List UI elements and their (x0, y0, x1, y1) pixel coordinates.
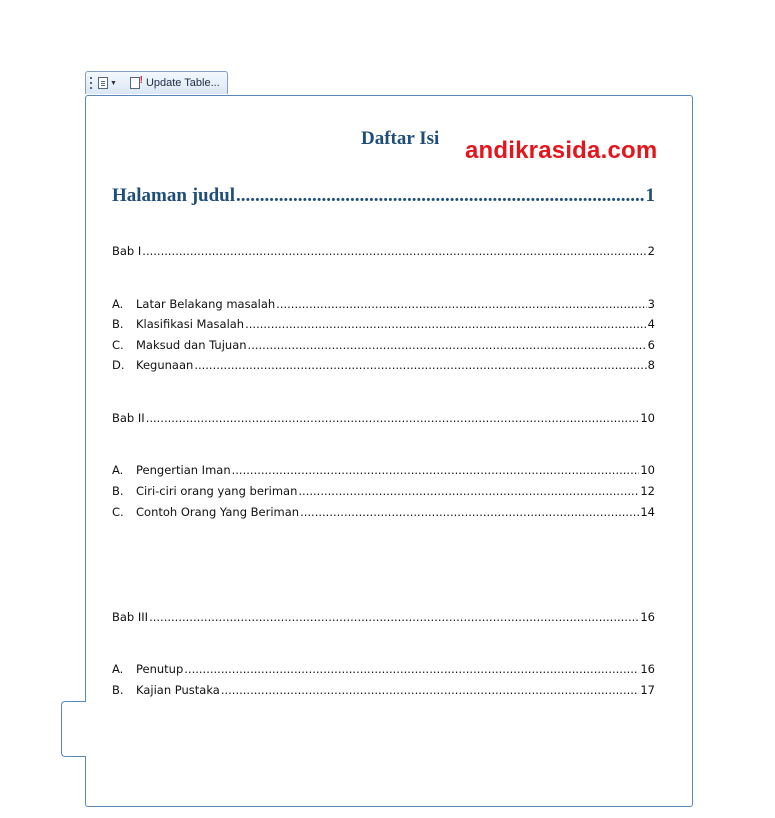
toc-entry-text: Bab I (112, 244, 142, 258)
toc-title: Daftar Isi (361, 128, 440, 149)
toc-entry-text: Klasifikasi Masalah (136, 317, 245, 331)
toc-entry-text: Penutup (136, 662, 184, 676)
toc-entry[interactable] (112, 505, 655, 519)
toc-entry-letter: B. (112, 484, 124, 498)
toc-entry-text: Bab II (112, 411, 145, 425)
chevron-down-icon: ▼ (110, 79, 117, 87)
toc-entry[interactable] (112, 662, 655, 676)
toc-entry-page: 14 (640, 505, 655, 519)
toc-entry-text: Latar Belakang masalah (136, 297, 276, 311)
toc-entry-page: 3 (647, 297, 655, 311)
update-table-button[interactable] (121, 76, 220, 90)
toc-entry-page: 6 (647, 338, 655, 352)
toc-entry-text: Ciri-ciri orang yang beriman (136, 484, 298, 498)
toc-entry-page: 1 (645, 185, 655, 206)
toc-entry[interactable] (112, 358, 655, 372)
watermark-text: andikrasida.com (465, 137, 658, 164)
toc-entry-bab-2[interactable] (112, 411, 655, 425)
toc-entry-page: 2 (647, 244, 655, 258)
table-of-contents-menu-button[interactable] (98, 77, 117, 89)
toc-entry-bab-1[interactable] (112, 244, 655, 258)
toc-entry-page: 10 (640, 463, 655, 477)
toc-entry-text: Pengertian Iman (136, 463, 231, 477)
toc-entry[interactable] (112, 683, 655, 697)
toc-entry-letter: A. (112, 297, 124, 311)
toc-entry-text: Maksud dan Tujuan (136, 338, 247, 352)
toc-entry[interactable] (112, 338, 655, 352)
toc-entry-page: 17 (640, 683, 655, 697)
toc-entry-text: Kajian Pustaka (136, 683, 220, 697)
toc-entry-page: 4 (647, 317, 655, 331)
toc-entry-letter: B. (112, 317, 124, 331)
toc-entry-letter: D. (112, 358, 125, 372)
toc-entry-bab-3[interactable] (112, 610, 655, 624)
toc-entry[interactable] (112, 484, 655, 498)
toc-entry-text: Kegunaan (136, 358, 194, 372)
toc-content-control-toolbar (85, 71, 228, 94)
toc-entry-letter: C. (112, 505, 124, 519)
toc-entry-page: 16 (640, 662, 655, 676)
update-table-label: Update Table... (145, 77, 220, 89)
toc-entry[interactable] (112, 297, 655, 311)
toc-entry-page: 10 (640, 411, 655, 425)
toc-entry-page: 8 (647, 358, 655, 372)
toc-entry-text: Halaman judul (112, 185, 236, 206)
toc-entry-letter: A. (112, 662, 124, 676)
toc-entry[interactable] (112, 463, 655, 477)
drag-handle-icon[interactable] (90, 77, 94, 89)
toc-entry-text: Bab III (112, 610, 149, 624)
content-control-side-handle[interactable] (61, 701, 86, 757)
toc-entry-page: 16 (640, 610, 655, 624)
toc-entry-letter: A. (112, 463, 124, 477)
toc-entry[interactable] (112, 317, 655, 331)
toc-entry-text: Contoh Orang Yang Beriman (136, 505, 300, 519)
toc-entry-letter: C. (112, 338, 124, 352)
toc-entry-page: 12 (640, 484, 655, 498)
toc-entry-halaman-judul[interactable] (112, 185, 655, 207)
document-icon (98, 77, 108, 89)
update-table-icon: ! (129, 76, 143, 90)
toc-entry-letter: B. (112, 683, 124, 697)
